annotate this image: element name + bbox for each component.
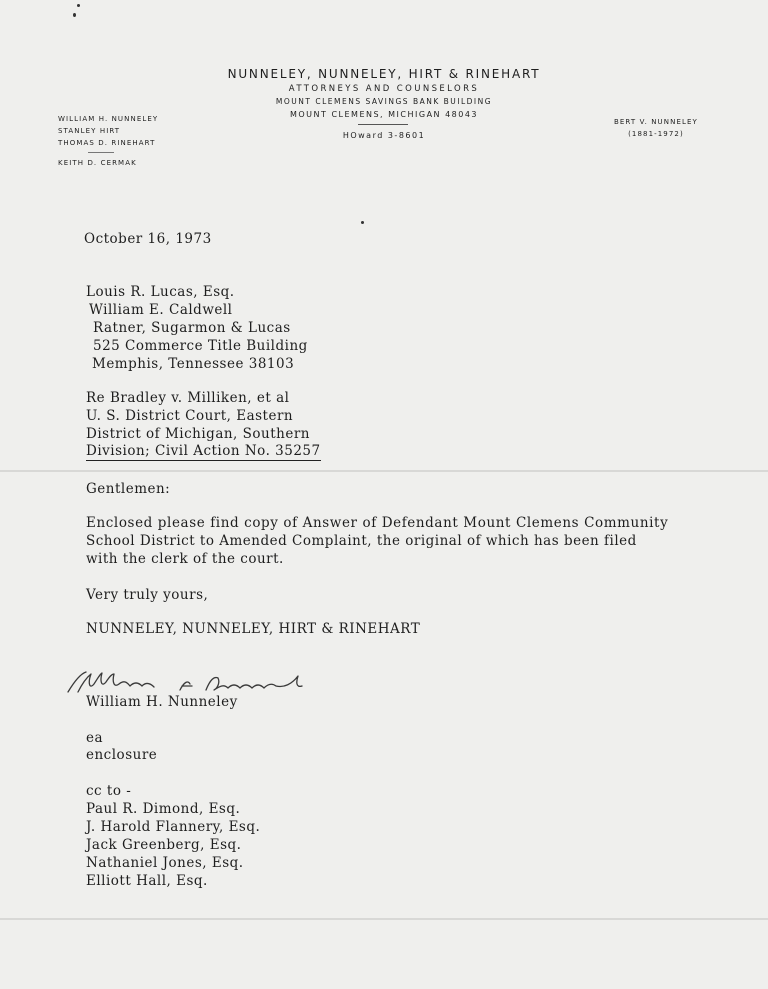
firm-building: MOUNT CLEMENS SAVINGS BANK BUILDING (275, 97, 493, 106)
closing: Very truly yours, (86, 587, 209, 603)
founder-name: BERT V. NUNNELEY (614, 118, 698, 126)
partner-name: WILLIAM H. NUNNELEY (58, 115, 159, 123)
founder-years: (1881-1972) (628, 130, 684, 138)
paper-speck (77, 4, 80, 7)
cc-recipient: Elliott Hall, Esq. (86, 873, 208, 889)
fold-line (0, 918, 768, 920)
cc-recipient: Nathaniel Jones, Esq. (86, 855, 244, 871)
signer-name: William H. Nunneley (86, 694, 238, 710)
letter-date: October 16, 1973 (84, 231, 212, 247)
body-line: with the clerk of the court. (86, 551, 284, 567)
firm-tagline: ATTORNEYS AND COUNSELORS (288, 84, 480, 94)
firm-signature-line: NUNNELEY, NUNNELEY, HIRT & RINEHART (86, 621, 421, 637)
recipient-line: Ratner, Sugarmon & Lucas (93, 320, 291, 336)
paper-speck (361, 221, 364, 224)
recipient-line: 525 Commerce Title Building (93, 338, 308, 354)
signature-text: William H. Nunneley (64, 696, 75, 697)
recipient-line: William E. Caldwell (89, 302, 233, 318)
recipient-line: Memphis, Tennessee 38103 (92, 356, 295, 372)
cc-recipient: J. Harold Flannery, Esq. (86, 819, 261, 835)
re-line: Division; Civil Action No. 35257 (86, 443, 321, 459)
firm-city: MOUNT CLEMENS, MICHIGAN 48043 (289, 110, 479, 119)
partner-name: THOMAS D. RINEHART (58, 139, 156, 147)
associate-name: KEITH D. CERMAK (58, 159, 137, 167)
firm-phone: HOward 3-8601 (342, 131, 426, 140)
re-line: District of Michigan, Southern (86, 426, 310, 442)
letterhead-rule (358, 124, 408, 125)
salutation: Gentlemen: (86, 481, 171, 497)
re-line: U. S. District Court, Eastern (86, 408, 294, 424)
founder-block (614, 116, 698, 140)
recipient-line: Louis R. Lucas, Esq. (86, 284, 235, 300)
body-line: Enclosed please find copy of Answer of Defendant Mount Clemens Community (86, 515, 669, 531)
body-line: School District to Amended Complaint, the original of which has been filed (86, 533, 637, 549)
re-line: Re Bradley v. Milliken, et al (86, 390, 290, 406)
firm-name: NUNNELEY, NUNNELEY, HIRT & RINEHART (227, 67, 541, 81)
partner-rule (88, 152, 114, 153)
typist-initials: ea (86, 730, 104, 746)
partner-list (58, 113, 158, 149)
cc-recipient: Paul R. Dimond, Esq. (86, 801, 241, 817)
enclosure-note: enclosure (86, 747, 158, 763)
paper-speck (73, 13, 76, 17)
partner-name: STANLEY HIRT (58, 127, 121, 135)
cc-recipient: Jack Greenberg, Esq. (86, 837, 242, 853)
cc-label: cc to - (86, 783, 132, 799)
fold-line (0, 470, 768, 472)
